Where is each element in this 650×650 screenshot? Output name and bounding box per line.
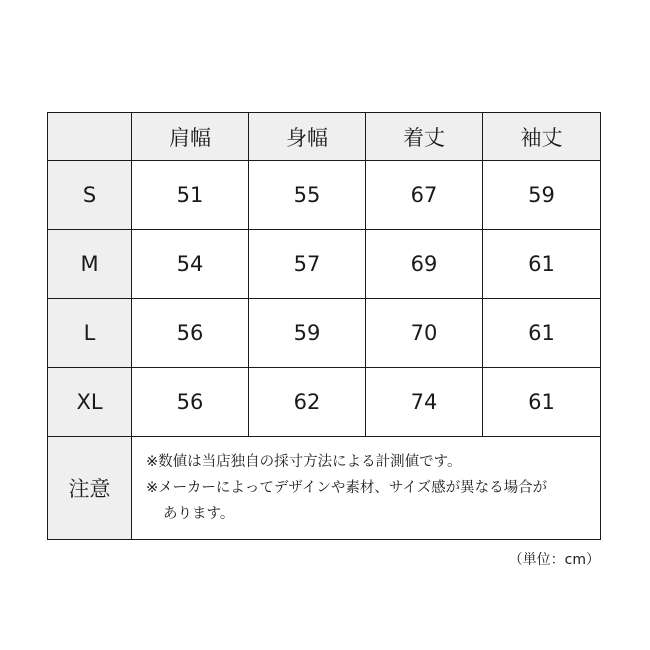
table-cell: 67 bbox=[366, 161, 483, 230]
table-cell: 59 bbox=[483, 161, 601, 230]
note-line: ※メーカーによってデザインや素材、サイズ感が異なる場合が bbox=[146, 480, 548, 496]
header-body-width: 身幅 bbox=[249, 113, 366, 161]
table-cell: 74 bbox=[366, 368, 483, 437]
note-row bbox=[48, 437, 601, 540]
corner-cell bbox=[48, 113, 132, 161]
table-cell: 62 bbox=[249, 368, 366, 437]
table-cell: 70 bbox=[366, 299, 483, 368]
header-row bbox=[48, 113, 601, 161]
table-row bbox=[48, 161, 601, 230]
header-shoulder-width: 肩幅 bbox=[132, 113, 249, 161]
table-cell: 56 bbox=[132, 368, 249, 437]
table-cell: 54 bbox=[132, 230, 249, 299]
table-cell: 61 bbox=[483, 368, 601, 437]
note-line: あります。 bbox=[163, 506, 235, 522]
unit-label: （単位：cm） bbox=[508, 552, 600, 568]
table-cell: 61 bbox=[483, 299, 601, 368]
table-cell: 61 bbox=[483, 230, 601, 299]
table-cell: 51 bbox=[132, 161, 249, 230]
header-length: 着丈 bbox=[366, 113, 483, 161]
table-row bbox=[48, 368, 601, 437]
table-cell: 57 bbox=[249, 230, 366, 299]
note-label: 注意 bbox=[48, 437, 132, 540]
table-cell: 69 bbox=[366, 230, 483, 299]
size-label: S bbox=[48, 161, 132, 230]
header-sleeve-length: 袖丈 bbox=[483, 113, 601, 161]
size-label: L bbox=[48, 299, 132, 368]
table-cell: 55 bbox=[249, 161, 366, 230]
table-cell: 56 bbox=[132, 299, 249, 368]
size-chart-table bbox=[47, 112, 601, 540]
table-row bbox=[48, 230, 601, 299]
size-label: XL bbox=[48, 368, 132, 437]
size-label: M bbox=[48, 230, 132, 299]
note-text bbox=[132, 437, 601, 540]
note-line: ※数値は当店独自の採寸方法による計測値です。 bbox=[146, 454, 462, 470]
table-cell: 59 bbox=[249, 299, 366, 368]
table-row bbox=[48, 299, 601, 368]
